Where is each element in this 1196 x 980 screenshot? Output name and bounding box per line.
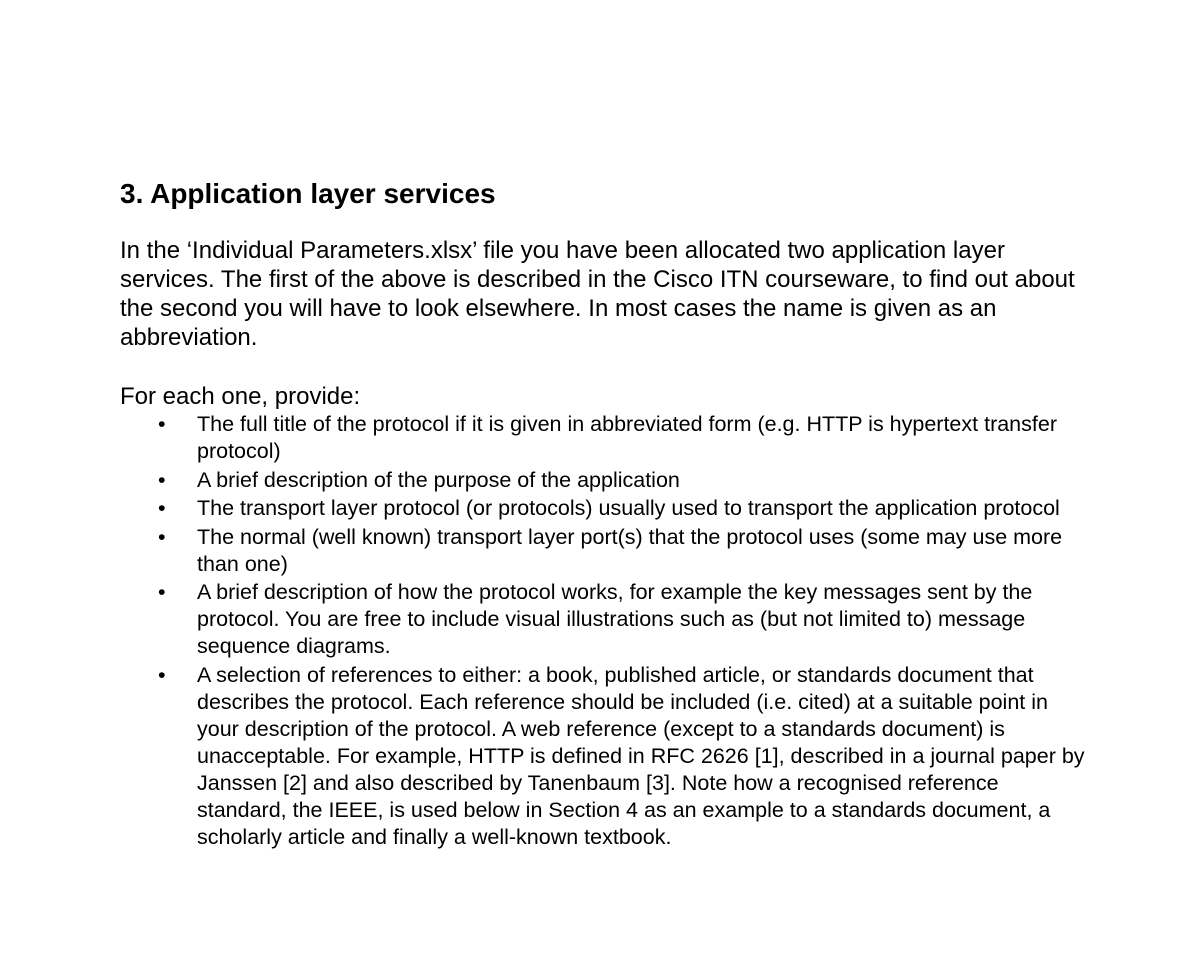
- list-item-text: A selection of references to either: a book, published article, or standards document that describes the protocol. Each reference should be included (i.e. cited) at a suitable point in your description of the protocol. A web reference (except to a standards document) is unacceptable. For example, HTTP is defined in RFC 2626 [1], described in a journal paper by Janssen [2] and also described by Tanenbaum [3]. Note how a recognised reference standard, the IEEE, is used below in Section 4 as an example to a standards document, a scholarly article and finally a well-known textbook.: [197, 662, 1085, 849]
- bullet-icon: •: [158, 467, 166, 492]
- list-item-text: The transport layer protocol (or protocols) usually used to transport the application protocol: [197, 496, 1060, 520]
- bullet-icon: •: [158, 580, 166, 604]
- document-page: [120, 176, 1086, 852]
- list-item: [120, 467, 1086, 494]
- requirements-list: [120, 411, 1086, 851]
- list-item-text: The normal (well known) transport layer port(s) that the protocol uses (some may use more than one): [197, 524, 1063, 576]
- bullet-icon: •: [158, 524, 166, 549]
- list-item-text: A brief description of the purpose of the application: [197, 467, 680, 492]
- list-item-text: The full title of the protocol if it is given in abbreviated form (e.g. HTTP is hypertext transfer protocol): [197, 412, 1057, 463]
- list-item: [120, 662, 1086, 851]
- bullet-icon: •: [158, 496, 166, 520]
- bullet-icon: •: [158, 412, 166, 436]
- list-item: [120, 524, 1086, 578]
- list-item: [120, 495, 1086, 522]
- list-item-text: A brief description of how the protocol works, for example the key messages sent by the protocol. You are free to include visual illustrations such as (but not limited to) message sequence diagrams.: [197, 580, 1033, 658]
- intro-paragraph: In the ‘Individual Parameters.xlsx’ file you have been allocated two application layer services. The first of the above is described in the Cisco ITN courseware, to find out about the second you will have to look elsewhere. In most cases the name is given as an abbreviation.: [120, 237, 1075, 351]
- section-heading: 3. Application layer services: [120, 178, 496, 209]
- bullet-icon: •: [158, 662, 166, 687]
- list-intro: For each one, provide:: [120, 383, 361, 410]
- list-item: [120, 579, 1086, 660]
- list-item: [120, 411, 1086, 465]
